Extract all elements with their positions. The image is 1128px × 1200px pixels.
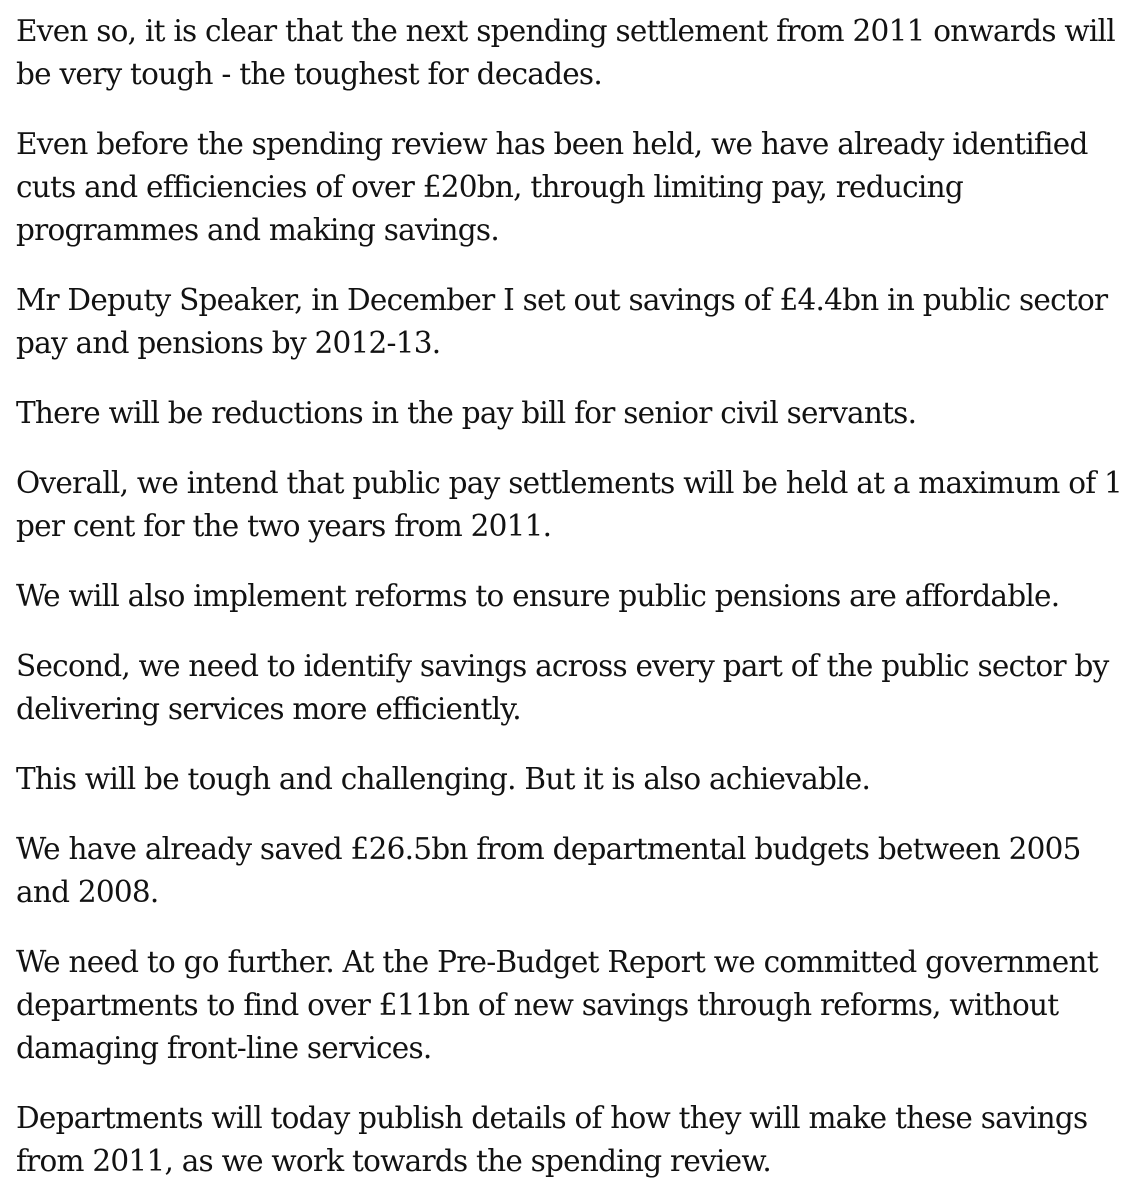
paragraph-identify-savings: Second, we need to identify savings across every part of the public sector by delivering services more efficiently. [16,649,1109,726]
paragraph-cuts-efficiencies: Even before the spending review has been held, we have already identified cuts and efficiencies of over £20bn, through limiting pay, reducing programmes and making savings. [16,127,1088,247]
paragraph-tough-challenging: This will be tough and challenging. But it is also achievable. [16,762,871,796]
paragraph-pension-reforms: We will also implement reforms to ensure public pensions are affordable. [16,579,1060,613]
paragraph-pay-settlements: Overall, we intend that public pay settlements will be held at a maximum of 1 per cent for the two years from 2011. [16,466,1123,543]
paragraph-already-saved: We have already saved £26.5bn from departmental budgets between 2005 and 2008. [16,832,1081,909]
paragraph-senior-civil-servants: There will be reductions in the pay bill for senior civil servants. [16,396,917,430]
paragraph-public-sector-pay: Mr Deputy Speaker, in December I set out savings of £4.4bn in public sector pay and pensions by 2012-13. [16,283,1108,360]
paragraph-go-further: We need to go further. At the Pre-Budget Report we committed government departments to find over £11bn of new savings through reforms, without damaging front-line services. [16,945,1098,1065]
paragraph-spending-settlement: Even so, it is clear that the next spending settlement from 2011 onwards will be very tough - the toughest for decades. [16,14,1115,91]
paragraph-departments-publish: Departments will today publish details of how they will make these savings from 2011, as we work towards the spending review. [16,1101,1088,1178]
